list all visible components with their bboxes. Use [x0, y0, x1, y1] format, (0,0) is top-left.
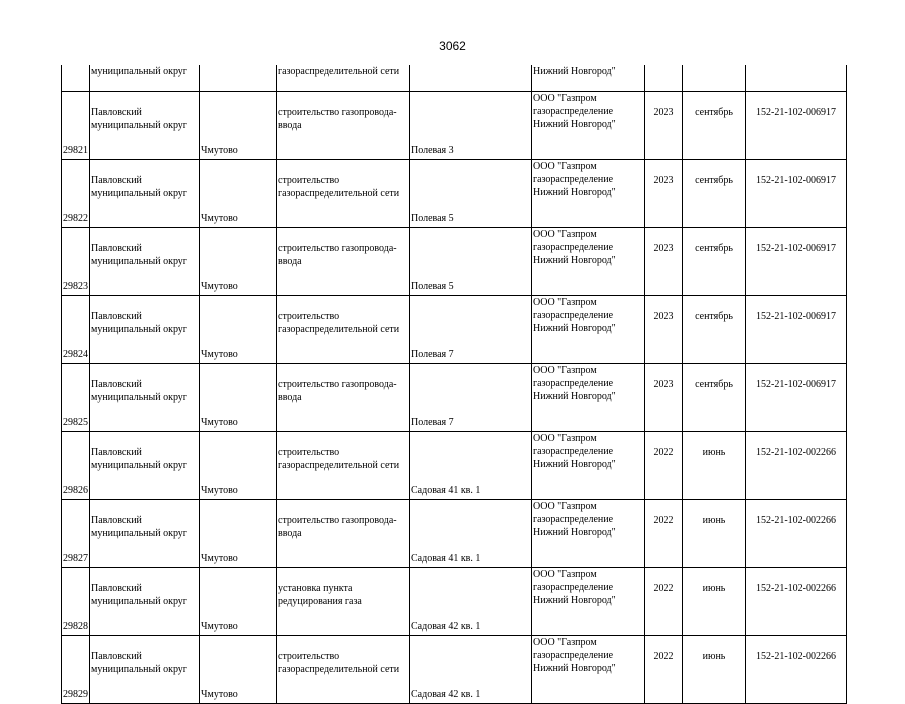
page-number: 3062 [439, 39, 466, 53]
cell-month: сентябрь [683, 364, 746, 432]
cell-street [410, 65, 532, 92]
cell-locality: Чмутово [200, 92, 277, 160]
table-row [62, 500, 847, 568]
cell-num: 29823 [62, 228, 90, 296]
cell-district: Павловский муниципальный округ [90, 636, 200, 704]
cell-year: 2023 [645, 296, 683, 364]
table-row [62, 636, 847, 704]
cell-month: сентябрь [683, 296, 746, 364]
cell-num: 29821 [62, 92, 90, 160]
cell-district: Павловский муниципальный округ [90, 500, 200, 568]
cell-code: 152-21-102-006917 [746, 228, 847, 296]
table-row [62, 92, 847, 160]
cell-locality: Чмутово [200, 160, 277, 228]
cell-month: июнь [683, 432, 746, 500]
cell-organization: ООО "Газпром газораспределение Нижний Новгород" [532, 568, 645, 636]
cell-code: 152-21-102-002266 [746, 636, 847, 704]
cell-year: 2023 [645, 228, 683, 296]
cell-year: 2022 [645, 636, 683, 704]
cell-num [62, 65, 90, 92]
cell-num: 29828 [62, 568, 90, 636]
cell-month: сентябрь [683, 228, 746, 296]
cell-district: Павловский муниципальный округ [90, 160, 200, 228]
cell-month: июнь [683, 500, 746, 568]
cell-month: июнь [683, 636, 746, 704]
cell-year: 2023 [645, 92, 683, 160]
cell-num: 29827 [62, 500, 90, 568]
cell-street: Полевая 5 [410, 160, 532, 228]
cell-object: строительство газопровода- ввода [277, 92, 410, 160]
cell-organization: ООО "Газпром газораспределение Нижний Новгород" [532, 228, 645, 296]
cell-street: Садовая 41 кв. 1 [410, 500, 532, 568]
cell-locality: Чмутово [200, 364, 277, 432]
cell-code: 152-21-102-006917 [746, 296, 847, 364]
cell-organization: ООО "Газпром газораспределение Нижний Новгород" [532, 92, 645, 160]
cell-month: сентябрь [683, 160, 746, 228]
cell-object: строительство газораспределительной сети [277, 296, 410, 364]
cell-num: 29829 [62, 636, 90, 704]
cell-month [683, 65, 746, 92]
cell-year: 2022 [645, 500, 683, 568]
cell-num: 29824 [62, 296, 90, 364]
cell-locality: Чмутово [200, 228, 277, 296]
cell-code: 152-21-102-006917 [746, 92, 847, 160]
cell-street: Полевая 3 [410, 92, 532, 160]
table-row [62, 432, 847, 500]
cell-locality: Чмутово [200, 636, 277, 704]
cell-code [746, 65, 847, 92]
cell-year: 2022 [645, 432, 683, 500]
table-row [62, 228, 847, 296]
cell-district: Павловский муниципальный округ [90, 92, 200, 160]
cell-organization: ООО "Газпром газораспределение Нижний Новгород" [532, 364, 645, 432]
cell-year: 2023 [645, 160, 683, 228]
cell-organization: ООО "Газпром газораспределение Нижний Новгород" [532, 636, 645, 704]
cell-year [645, 65, 683, 92]
cell-street: Полевая 5 [410, 228, 532, 296]
cell-organization: ООО "Газпром газораспределение Нижний Новгород" [532, 500, 645, 568]
cell-locality: Чмутово [200, 500, 277, 568]
cell-code: 152-21-102-002266 [746, 432, 847, 500]
cell-organization: ООО "Газпром газораспределение Нижний Новгород" [532, 160, 645, 228]
cell-locality: Чмутово [200, 568, 277, 636]
cell-num: 29825 [62, 364, 90, 432]
cell-month: июнь [683, 568, 746, 636]
cell-object: строительство газопровода- ввода [277, 364, 410, 432]
cell-object: строительство газораспределительной сети [277, 160, 410, 228]
cell-object: газораспределительной сети [277, 65, 410, 92]
cell-street: Садовая 41 кв. 1 [410, 432, 532, 500]
cell-organization: ООО "Газпром газораспределение Нижний Новгород" [532, 296, 645, 364]
cell-code: 152-21-102-002266 [746, 568, 847, 636]
cell-code: 152-21-102-002266 [746, 500, 847, 568]
cell-district: Павловский муниципальный округ [90, 364, 200, 432]
cell-street: Полевая 7 [410, 364, 532, 432]
cell-organization: Нижний Новгород" [532, 65, 645, 92]
table-row [62, 364, 847, 432]
cell-code: 152-21-102-006917 [746, 160, 847, 228]
cell-object: строительство газопровода- ввода [277, 228, 410, 296]
cell-object: строительство газопровода- ввода [277, 500, 410, 568]
cell-object: строительство газораспределительной сети [277, 432, 410, 500]
cell-district: Павловский муниципальный округ [90, 568, 200, 636]
cell-locality: Чмутово [200, 432, 277, 500]
cell-year: 2023 [645, 364, 683, 432]
registry-table [61, 65, 847, 704]
table-row [62, 160, 847, 228]
cell-street: Садовая 42 кв. 1 [410, 636, 532, 704]
cell-object: строительство газораспределительной сети [277, 636, 410, 704]
cell-district: Павловский муниципальный округ [90, 296, 200, 364]
cell-object: установка пункта редуцирования газа [277, 568, 410, 636]
cell-month: сентябрь [683, 92, 746, 160]
cell-locality [200, 65, 277, 92]
cell-year: 2022 [645, 568, 683, 636]
table-row [62, 296, 847, 364]
cell-district: Павловский муниципальный округ [90, 228, 200, 296]
table-row-continued [62, 65, 847, 92]
cell-organization: ООО "Газпром газораспределение Нижний Новгород" [532, 432, 645, 500]
cell-district: Павловский муниципальный округ [90, 432, 200, 500]
cell-code: 152-21-102-006917 [746, 364, 847, 432]
cell-num: 29822 [62, 160, 90, 228]
cell-street: Полевая 7 [410, 296, 532, 364]
cell-num: 29826 [62, 432, 90, 500]
cell-locality: Чмутово [200, 296, 277, 364]
table-row [62, 568, 847, 636]
cell-district: муниципальный округ [90, 65, 200, 92]
cell-street: Садовая 42 кв. 1 [410, 568, 532, 636]
